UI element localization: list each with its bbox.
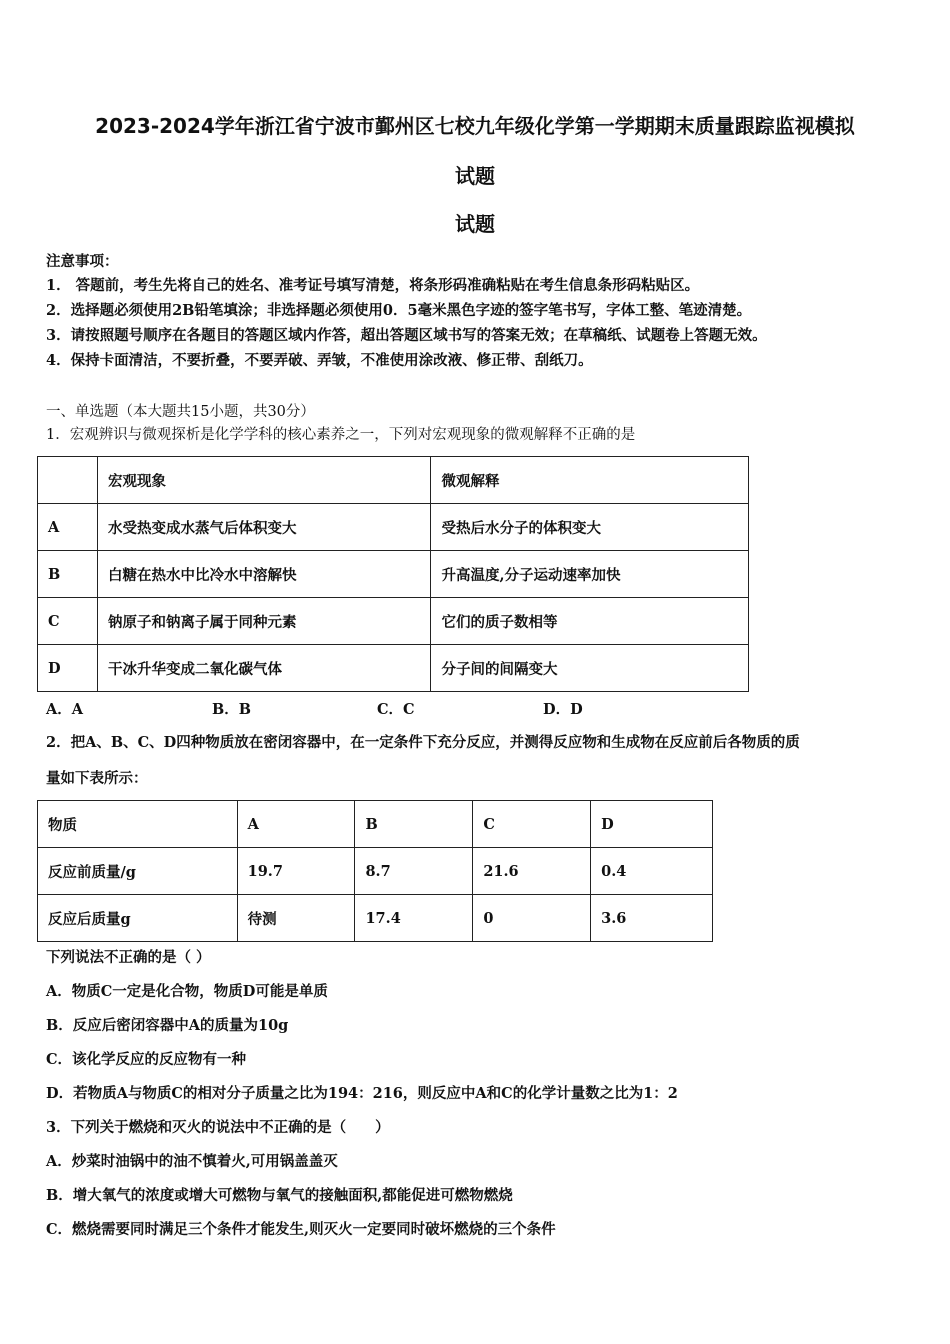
- notice-item: 4．保持卡面清洁，不要折叠，不要弄破、弄皱，不准使用涂改液、修正带、刮纸刀。: [46, 352, 593, 369]
- table-cell: 0.4: [591, 848, 713, 895]
- table-cell: [38, 457, 98, 504]
- table-cell: 21.6: [473, 848, 591, 895]
- table-cell: C: [38, 598, 98, 645]
- table-cell: 3.6: [591, 895, 713, 942]
- table-row: [38, 895, 713, 942]
- notice-item: 1． 答题前，考生先将自己的姓名、准考证号填写清楚，将条形码准确粘贴在考生信息条形码粘贴区。: [46, 277, 700, 294]
- q3-option-a: A．炒菜时油锅中的油不慎着火,可用锅盖盖灭: [46, 1153, 338, 1170]
- table-cell: 待测: [237, 895, 355, 942]
- table-cell: D: [38, 645, 98, 692]
- table-cell: 0: [473, 895, 591, 942]
- q2-option-d: D．若物质A与物质C的相对分子质量之比为194：216，则反应中A和C的化学计量数之比为1：2: [46, 1085, 678, 1102]
- exam-title-line3: 试题: [455, 212, 495, 236]
- table-cell: 水受热变成水蒸气后体积变大: [97, 504, 431, 551]
- q1-option-d: D．D: [543, 701, 583, 718]
- q1-option-c: C．C: [377, 701, 415, 718]
- q2-option-a: A．物质C一定是化合物，物质D可能是单质: [46, 983, 328, 1000]
- q1-option-a: A．A: [46, 701, 84, 718]
- table-cell: 19.7: [237, 848, 355, 895]
- table-cell: 物质: [38, 801, 238, 848]
- q3-option-b: B．增大氧气的浓度或增大可燃物与氧气的接触面积,都能促进可燃物燃烧: [46, 1187, 513, 1204]
- table-cell: 反应后质量g: [38, 895, 238, 942]
- table-cell: B: [355, 801, 473, 848]
- q2-option-b: B．反应后密闭容器中A的质量为10g: [46, 1017, 289, 1034]
- table-header-row: [38, 457, 749, 504]
- section-heading: 一、单选题（本大题共15小题，共30分）: [46, 404, 315, 420]
- q2-option-c: C．该化学反应的反应物有一种: [46, 1051, 247, 1068]
- table-cell: 分子间的间隔变大: [431, 645, 749, 692]
- table-row: [38, 848, 713, 895]
- q3-option-c: C．燃烧需要同时满足三个条件才能发生,则灭火一定要同时破坏燃烧的三个条件: [46, 1221, 556, 1238]
- table-header-row: [38, 801, 713, 848]
- q2-prompt: 下列说法不正确的是（ ）: [46, 949, 211, 966]
- q2-table: [37, 800, 713, 942]
- q1-table: [37, 456, 749, 692]
- table-cell: D: [591, 801, 713, 848]
- table-cell: 升高温度,分子运动速率加快: [431, 551, 749, 598]
- table-cell: 微观解释: [431, 457, 749, 504]
- notice-item: 3．请按照题号顺序在各题目的答题区域内作答，超出答题区域书写的答案无效；在草稿纸、试题卷上答题无效。: [46, 327, 767, 344]
- table-cell: B: [38, 551, 98, 598]
- table-cell: 钠原子和钠离子属于同种元素: [97, 598, 431, 645]
- exam-title-line1: 2023-2024学年浙江省宁波市鄞州区七校九年级化学第一学期期末质量跟踪监视模拟: [95, 114, 855, 138]
- table-cell: 17.4: [355, 895, 473, 942]
- table-row: [38, 645, 749, 692]
- table-cell: 白糖在热水中比冷水中溶解快: [97, 551, 431, 598]
- q1-option-b: B．B: [212, 701, 252, 718]
- table-cell: 干冰升华变成二氧化碳气体: [97, 645, 431, 692]
- q3-stem: 3．下列关于燃烧和灭火的说法中不正确的是（ ）: [46, 1119, 390, 1136]
- notice-heading: 注意事项：: [46, 253, 119, 270]
- table-cell: A: [38, 504, 98, 551]
- q1-stem: 1．宏观辨识与微观探析是化学学科的核心素养之一，下列对宏观现象的微观解释不正确的是: [46, 427, 636, 443]
- table-row: [38, 551, 749, 598]
- table-cell: A: [237, 801, 355, 848]
- table-cell: C: [473, 801, 591, 848]
- q2-stem-line2: 量如下表所示：: [46, 770, 148, 787]
- table-cell: 8.7: [355, 848, 473, 895]
- table-row: [38, 504, 749, 551]
- table-cell: 反应前质量/g: [38, 848, 238, 895]
- notice-item: 2．选择题必须使用2B铅笔填涂；非选择题必须使用0．5毫米黑色字迹的签字笔书写，字体工整、笔迹清楚。: [46, 302, 752, 319]
- exam-title-line2: 试题: [455, 164, 495, 188]
- q2-stem-line1: 2．把A、B、C、D四种物质放在密闭容器中，在一定条件下充分反应，并测得反应物和生成物在反应前后各物质的质: [46, 734, 800, 751]
- table-cell: 受热后水分子的体积变大: [431, 504, 749, 551]
- table-cell: 宏观现象: [97, 457, 431, 504]
- table-row: [38, 598, 749, 645]
- table-cell: 它们的质子数相等: [431, 598, 749, 645]
